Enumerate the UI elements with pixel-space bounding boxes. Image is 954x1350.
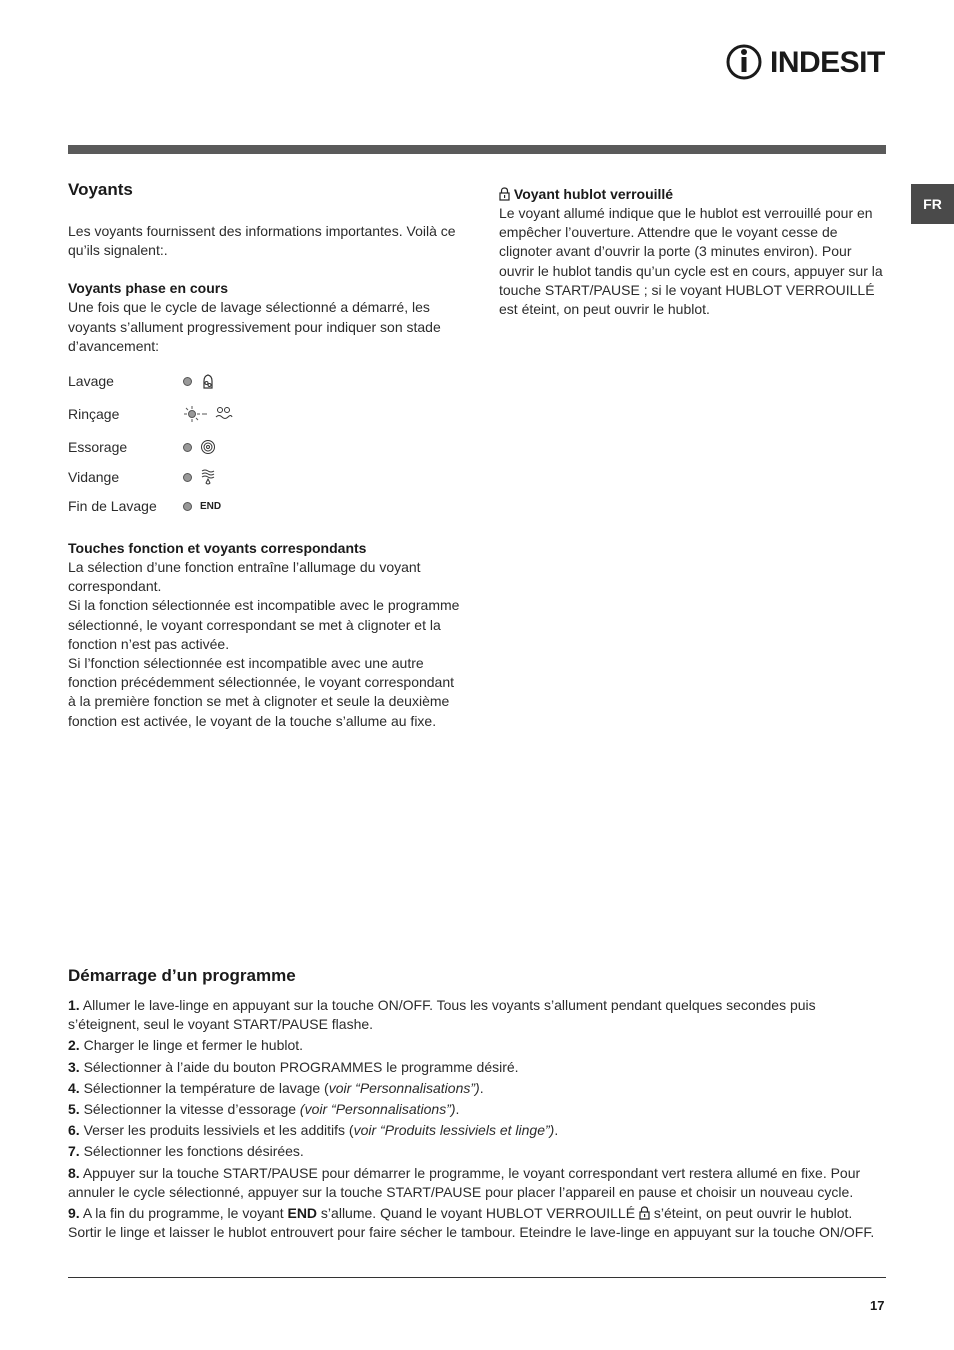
indicator-row-vidange <box>68 462 460 492</box>
rinse-icon <box>215 406 233 422</box>
drain-icon <box>200 468 216 486</box>
hublot-section <box>499 185 887 319</box>
list-item: 4. Sélectionner la température de lavage (voir “Personnalisations”). <box>68 1079 484 1096</box>
voyants-title: Voyants <box>68 180 133 199</box>
bottom-divider <box>68 1277 886 1278</box>
touches-title: Touches fonction et voyants correspondants <box>68 540 367 557</box>
hublot-title: Voyant hublot verrouillé <box>499 185 887 204</box>
indicator-row-lavage <box>68 366 460 396</box>
top-divider-bar <box>68 145 886 154</box>
language-tab: FR <box>911 184 954 224</box>
spin-icon <box>200 439 216 455</box>
list-item: 9. A la fin du programme, le voyant END s’allume. Quand le voyant HUBLOT VERROUILLÉ s’éteint, on peut ouvrir le hublot. Sortir le linge et laisser le hublot entrouvert pour faire sécher le tambour. Eteindre le lave-linge en appuyant sur la touche ON/OFF. <box>68 1205 875 1241</box>
indicator-row-rincage <box>68 396 460 432</box>
indicator-label: Lavage <box>68 373 114 390</box>
touches-p1: La sélection d’une fonction entraîne l’allumage du voyant correspondant. <box>68 559 421 595</box>
end-symbol: END <box>200 500 222 512</box>
phase-text: Une fois que le cycle de lavage sélectionné a démarré, les voyants s’allument progressivement pour indiquer son stade d’avancement: <box>68 299 441 354</box>
list-item: 8. Appuyer sur la touche START/PAUSE pour démarrer le programme, le voyant correspondant vert restera allumé en fixe. Pour annuler le cycle sélectionné, appuyer sur la touche START/PAUSE pour placer l’appareil en pause et choisir un nouveau cycle. <box>68 1164 861 1200</box>
indicator-row-essorage <box>68 432 460 462</box>
led-icon <box>183 502 192 511</box>
steps-list <box>68 996 888 1242</box>
lock-icon <box>499 187 510 201</box>
list-item: 2. Charger le linge et fermer le hublot. <box>68 1037 304 1054</box>
brand-name: INDESIT <box>770 46 885 79</box>
led-icon <box>183 377 192 386</box>
indicator-label: Fin de Lavage <box>68 498 157 515</box>
demarrage-section <box>68 966 888 1244</box>
list-item: 1. Allumer le lave-linge en appuyant sur la touche ON/OFF. Tous les voyants s’allument pendant quelques secondes puis s’éteignent, seul le voyant START/PAUSE flashe. <box>68 997 816 1033</box>
list-item: 6. Verser les produits lessiviels et les additifs (voir “Produits lessiviels et linge”). <box>68 1122 559 1139</box>
voyants-intro: Les voyants fournissent des informations importantes. Voilà ce qu’ils signalent:. <box>68 223 456 259</box>
indicator-label: Rinçage <box>68 406 120 423</box>
touches-p2: Si la fonction sélectionnée est incompatible avec le programme sélectionné, le voyant correspondant se met à clignoter et la fonction n’est pas activée. <box>68 597 460 652</box>
indicator-row-fin-de-lavage <box>68 492 460 520</box>
demarrage-title: Démarrage d’un programme <box>68 966 296 985</box>
blinking-led-icon <box>183 406 207 422</box>
list-item: 7. Sélectionner les fonctions désirées. <box>68 1143 304 1160</box>
list-item: 5. Sélectionner la vitesse d’essorage (voir “Personnalisations”). <box>68 1101 460 1118</box>
page-number: 17 <box>870 1298 885 1313</box>
phase-title: Voyants phase en cours <box>68 280 229 297</box>
indicator-label: Essorage <box>68 439 128 456</box>
wash-icon <box>200 372 216 390</box>
voyants-section <box>68 180 460 731</box>
led-icon <box>183 473 192 482</box>
list-item: 3. Sélectionner à l’aide du bouton PROGRAMMES le programme désiré. <box>68 1058 519 1075</box>
hublot-text: Le voyant allumé indique que le hublot est verrouillé pour en empêcher l’ouverture. Attendre que le voyant cesse de clignoter avant d’ouvrir la porte (3 minutes environ). Pour ouvrir le hublot tandis qu’un cycle est en cours, appuyer sur la touche START/PAUSE ; si le voyant HUBLOT VERROUILLÉ est éteint, on peut ouvrir le hublot. <box>499 205 883 318</box>
lock-icon <box>639 1206 650 1220</box>
led-icon <box>183 443 192 452</box>
touches-p3: Si l’fonction sélectionnée est incompatible avec une autre fonction précédemment sélectionnée, le voyant correspondant à la première fonction se met à clignoter et seule la deuxième fonction est activée, le voyant de la touche s’allume au fixe. <box>68 655 455 729</box>
indicator-list <box>68 366 460 520</box>
indicator-label: Vidange <box>68 469 120 486</box>
